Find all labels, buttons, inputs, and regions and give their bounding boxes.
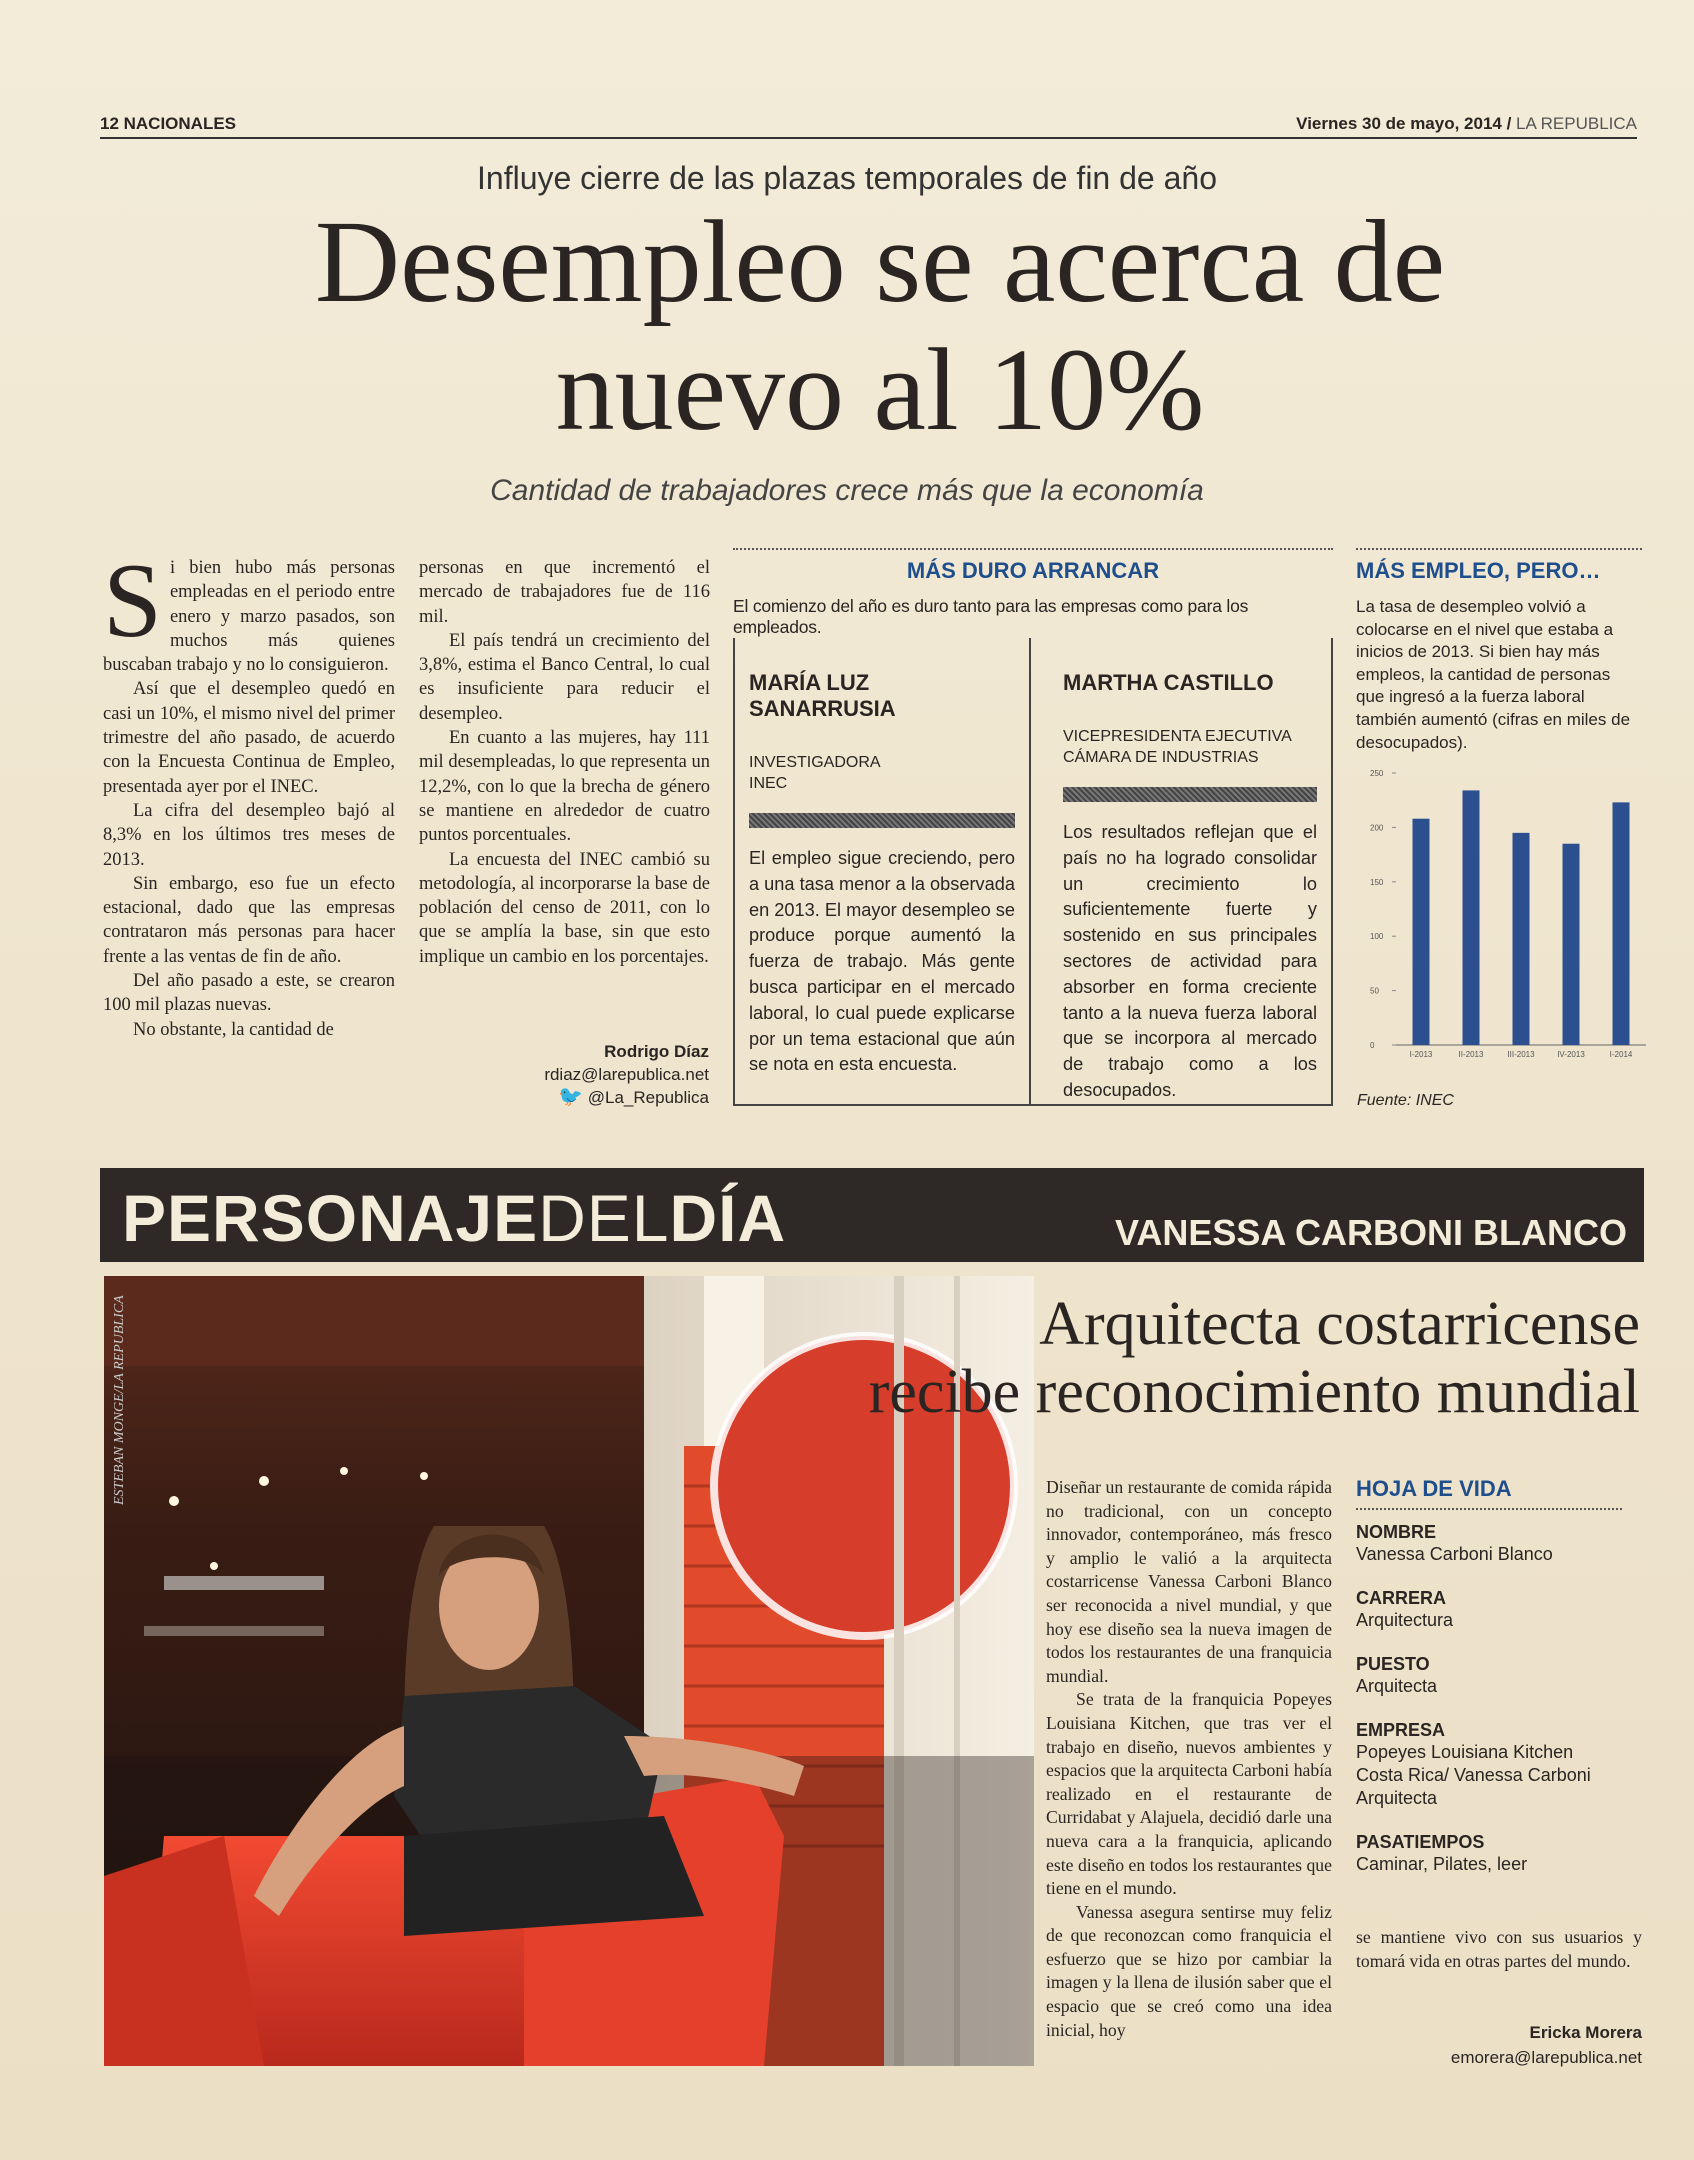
hv-item: NOMBRE Vanessa Carboni Blanco [1356, 1522, 1553, 1564]
quote-left-name: MARÍA LUZ SANARRUSIA [749, 670, 896, 721]
article-column-1 [103, 542, 395, 1042]
paragraph: Sin embargo, eso fue un efecto estacional, dado que las empresas contrataron más personas para hacer frente a las ventas de fin de año. [103, 873, 395, 967]
headline-line-1: Desempleo se acerca de [314, 196, 1446, 327]
paragraph: personas en que incrementó el mercado de trabajadores fue de 116 mil. [419, 558, 710, 627]
article-column-2 [419, 556, 710, 969]
quote-left [733, 638, 1029, 1106]
paragraph: Vanessa asegura sentirse muy feliz de que reconozcan como franquicia el esfuerzo que se hizo por cambiar la imagen y la llena de ilusión saber que el espacio que se creó como una idea inicial, hoy [1046, 1901, 1332, 2040]
dotted-rule [1356, 1508, 1622, 1510]
photo-credit: ESTEBAN MONGE/LA REPUBLICA [112, 1295, 127, 1505]
quote-left-text: El empleo sigue creciendo, pero a una tasa menor a la observada en 2013. El mayor desempleo se produce porque aumentó la fuerza de trabajo. Más gente busca participar en el mercado laboral, lo cual puede explicarse por un tema estacional que aún se nota en esta encuesta. [749, 848, 1015, 1075]
hv-item: PASATIEMPOS Caminar, Pilates, leer [1356, 1832, 1528, 1874]
x-tick-label: II-2013 [1458, 1050, 1484, 1059]
byline-email[interactable]: rdiaz@larepublica.net [544, 1065, 709, 1084]
bar [1513, 833, 1530, 1045]
chart-source: Fuente: INEC [1357, 1092, 1454, 1109]
personaje-column [1046, 1476, 1332, 2042]
paragraph: Si bien hubo más personas empleadas en el periodo entre enero y marzo pasados, son muchos más quienes buscaban trabajo y no lo consiguieron. [103, 542, 395, 676]
subhead: Cantidad de trabajadores crece más que la economía [490, 474, 1204, 507]
date-line [1296, 114, 1637, 134]
hv-item: CARRERA Arquitectura [1356, 1588, 1454, 1630]
paragraph: El país tendrá un crecimiento del 3,8%, estima el Banco Central, lo cual es insuficiente para reducir el desempleo. [419, 630, 710, 724]
y-tick-label: 100 [1370, 932, 1384, 942]
paper-name: LA REPUBLICA [1516, 114, 1637, 133]
quote-right-text: Los resultados reflejan que el país no ha logrado consolidar un crecimiento lo suficientemente fuerte y sostenido en sus principales sectores de actividad para absorber en forma creciente tanto a la nueva fuerza laboral que se incorpora al mercado de trabajo como a los desocupados. [1063, 822, 1317, 1100]
mas-empleo-title: MÁS EMPLEO, PERO… [1356, 558, 1601, 583]
hv-item: EMPRESA Popeyes Louisiana Kitchen Costa Rica/ Vanessa Carboni Arquitecta [1356, 1720, 1591, 1808]
hoja-de-vida [1356, 1476, 1622, 1876]
bar [1413, 819, 1430, 1045]
paragraph: No obstante, la cantidad de [133, 1019, 334, 1040]
mas-duro-title: MÁS DURO ARRANCAR [906, 558, 1160, 583]
x-tick-label: I-2013 [1409, 1050, 1433, 1059]
quote-right [1029, 638, 1333, 1106]
paragraph: En cuanto a las mujeres, hay 111 mil desempleadas, lo que representa un 12,2%, con lo que la brecha de género se mantiene en alrededor de cuatro puntos porcentuales. [419, 728, 710, 846]
x-tick-label: I-2014 [1609, 1050, 1633, 1059]
mas-empleo-text: La tasa de desempleo volvió a colocarse en el nivel que estaba a inicios de 2013. Si bien hay más empleos, la cantidad de personas que ingresó a la fuerza laboral también aumentó (cifras en miles de desocupados). [1356, 597, 1631, 752]
byline-name: Rodrigo Díaz [604, 1042, 709, 1061]
bar [1613, 802, 1630, 1045]
hatch-divider [1063, 787, 1317, 802]
quote-right-name: MARTHA CASTILLO [1063, 670, 1274, 695]
personaje-headline [720, 1290, 1640, 1426]
paragraph: La cifra del desempleo bajó al 8,3% en los últimos tres meses de 2013. [103, 800, 395, 870]
paragraph: Del año pasado a este, se crearon 100 mil plazas nuevas. [103, 971, 395, 1016]
hv-item: PUESTO Arquitecta [1356, 1654, 1438, 1696]
paragraph: Se trata de la franquicia Popeyes Louisiana Kitchen, que tras ver el trabajo en diseño, nuevos ambientes y espacios que la arquitecta Carboni había realizado en el restaurante de Curridabat y Alajuela, decidió darle una nueva cara a la franquicia, aplicando este diseño en todos los restaurantes que tiene en el mundo. [1046, 1689, 1332, 1899]
unemployment-chart [1356, 765, 1656, 1065]
personaje-headline-line-1: Arquitecta costarricense [1039, 1290, 1640, 1358]
byline [544, 1040, 709, 1109]
x-tick-label: IV-2013 [1557, 1050, 1585, 1059]
paragraph: La encuesta del INEC cambió su metodología, al incorporarse la base de población del censo de 2011, con lo que se amplía la base, sin que esto implique un cambio en los porcentajes. [419, 849, 710, 967]
quote-left-role: INVESTIGADORA INEC [749, 754, 881, 792]
y-tick-label: 0 [1370, 1041, 1375, 1050]
byline-2-email[interactable]: emorera@larepublica.net [1450, 2048, 1642, 2067]
twitter-bird-icon: 🐦 [558, 1086, 584, 1108]
dotted-rule [1356, 548, 1642, 550]
personaje-headline-line-2: recibe reconocimiento mundial [868, 1358, 1640, 1426]
bar [1463, 790, 1480, 1045]
mas-empleo-box [1356, 548, 1642, 754]
section-label: 12 NACIONALES [100, 114, 237, 133]
byline-2-name: Ericka Morera [1529, 2023, 1642, 2042]
quote-right-role: VICEPRESIDENTA EJECUTIVA CÁMARA DE INDUSTRIAS [1063, 728, 1292, 766]
paragraph: Así que el desempleo quedó en casi un 10%, el mismo nivel del primer trimestre del año pasado, de acuerdo con la Encuesta Continua de Empleo, presentada ayer por el INEC. [103, 679, 395, 797]
byline-2 [1451, 2020, 1642, 2070]
x-tick-label: III-2013 [1507, 1050, 1535, 1059]
y-tick-label: 200 [1370, 823, 1384, 833]
dotted-rule [733, 548, 1333, 550]
personaje-title: PERSONAJEDELDÍA [122, 1181, 787, 1255]
kicker: Influye cierre de las plazas temporales de fin de año [477, 160, 1217, 196]
hatch-divider [749, 813, 1015, 828]
bar [1563, 844, 1580, 1045]
drop-cap: S [103, 542, 162, 659]
header-rule [100, 137, 1637, 139]
y-tick-label: 50 [1370, 986, 1379, 996]
byline-twitter[interactable]: 🐦 @La_Republica [558, 1086, 709, 1108]
paragraph: se mantiene vivo con sus usuarios y tomará vida en otras partes del mundo. [1356, 1927, 1642, 1971]
paragraph: Diseñar un restaurante de comida rápida no tradicional, con un concepto innovador, contemporáneo, más fresco y amplio le valió a la arquitecta costarricense Vanessa Carboni Blanco ser reconocida a nivel mundial, y que hoy ese diseño sea la nueva imagen de todos los restaurantes de una franquicia mundial. [1046, 1477, 1332, 1686]
personaje-name: VANESSA CARBONI BLANCO [1114, 1212, 1627, 1253]
mas-duro-intro: El comienzo del año es duro tanto para las empresas como para los empleados. [733, 596, 1249, 637]
hoja-de-vida-title: HOJA DE VIDA [1356, 1476, 1512, 1501]
headline [60, 198, 1694, 454]
date: Viernes 30 de mayo, 2014 / [1296, 114, 1512, 133]
headline-line-2: nuevo al 10% [555, 324, 1205, 455]
y-tick-label: 250 [1370, 769, 1384, 778]
personaje-column-end [1356, 1926, 1642, 1973]
y-tick-label: 150 [1370, 877, 1384, 887]
